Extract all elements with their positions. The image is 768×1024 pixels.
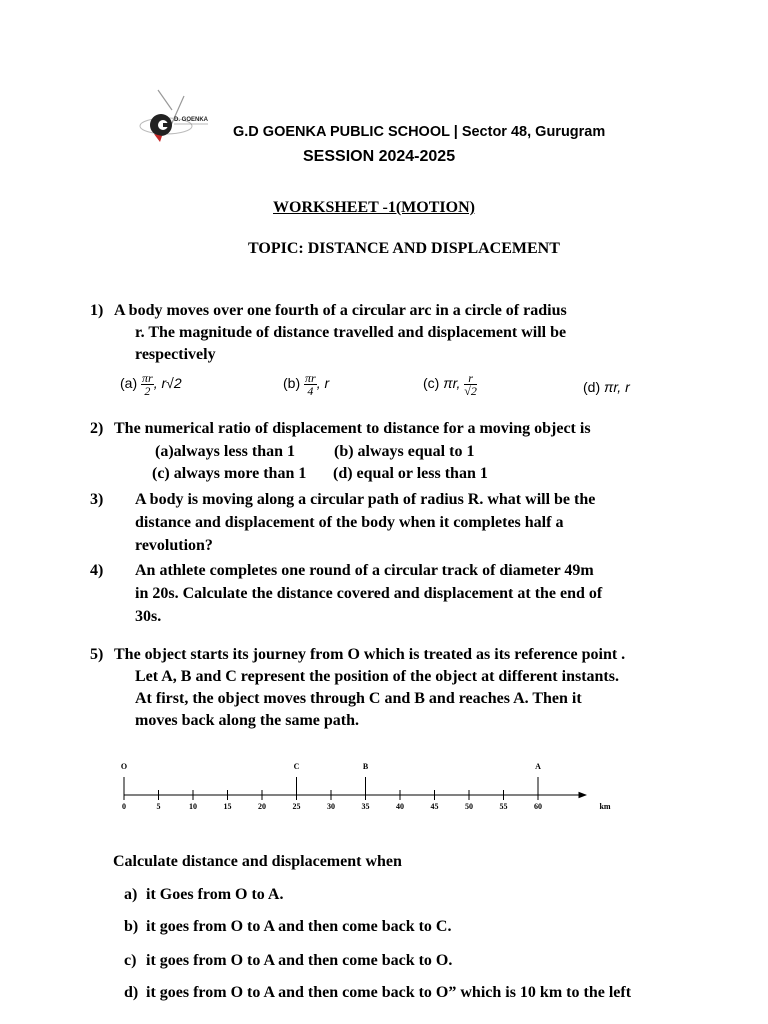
- question-text: An athlete completes one round of a circular track of diameter 49m: [135, 562, 594, 579]
- question-number: 3): [90, 491, 104, 508]
- part-label: c): [124, 952, 137, 969]
- school-logo: [128, 88, 210, 144]
- part-text: it Goes from O to A.: [146, 886, 284, 903]
- option-label: (a): [120, 375, 138, 392]
- question-text: revolution?: [135, 537, 213, 554]
- part-text: it goes from O to A and then come back to C.: [146, 918, 452, 935]
- number-line-tick-label: 55: [499, 802, 508, 811]
- question-number: 4): [90, 562, 104, 579]
- q2-option-c: (c) always more than 1: [152, 465, 307, 482]
- fraction-denominator: √2: [464, 384, 477, 398]
- q5-prompt: Calculate distance and displacement when: [113, 853, 402, 870]
- fraction-numerator: πr: [305, 371, 316, 385]
- number-line-tick-label: 5: [156, 802, 161, 811]
- question-text: The object starts its journey from O which is treated as its reference point .: [114, 646, 626, 663]
- option-rest: , r: [316, 375, 330, 392]
- number-line-tick-label: 10: [189, 802, 197, 811]
- topic: TOPIC: DISTANCE AND DISPLACEMENT: [248, 240, 560, 257]
- fraction-denominator: 4: [307, 384, 314, 398]
- number-line-point-label: C: [293, 762, 300, 771]
- question-text: distance and displacement of the body when it completes half a: [135, 514, 564, 531]
- part-text: it goes from O to A and then come back to O.: [146, 952, 453, 969]
- logo-text: D. GOENKA: [174, 117, 209, 123]
- q2-option-b: (b) always equal to 1: [334, 443, 475, 460]
- q1-option-d: [583, 379, 630, 395]
- q2-option-a: (a)always less than 1: [155, 443, 296, 460]
- question-number: 1): [90, 302, 104, 319]
- number-line-point-label: A: [535, 762, 541, 771]
- question-number: 2): [90, 420, 104, 437]
- option-label: (b): [283, 375, 301, 392]
- number-line: [110, 755, 630, 815]
- part-text: it goes from O to A and then come back to O” which is 10 km to the left: [146, 984, 632, 1001]
- q2-option-d: (d) equal or less than 1: [333, 465, 488, 482]
- question-text: moves back along the same path.: [135, 712, 360, 729]
- question-text: At first, the object moves through C and B and reaches A. Then it: [135, 690, 582, 707]
- question-number: 5): [90, 646, 104, 663]
- number-line-tick-label: 60: [534, 802, 542, 811]
- part-label: d): [124, 984, 139, 1001]
- number-line-tick-label: 40: [396, 802, 404, 811]
- question-text: 30s.: [135, 608, 162, 625]
- number-line-tick-label: 35: [361, 802, 370, 811]
- session: SESSION 2024-2025: [303, 148, 456, 165]
- option-label: (c): [423, 375, 440, 392]
- option-prefix: πr,: [443, 375, 461, 392]
- q1-option-c: [423, 372, 477, 397]
- question-text: Let A, B and C represent the position of the object at different instants.: [135, 668, 619, 685]
- part-label: b): [124, 918, 139, 935]
- q1-option-b: [283, 372, 329, 397]
- option-text: πr, r: [604, 379, 630, 395]
- fraction-numerator: r: [464, 372, 477, 385]
- number-line-unit: km: [599, 802, 611, 811]
- number-line-point-label: O: [120, 762, 128, 771]
- question-text: A body moves over one fourth of a circular arc in a circle of radius: [114, 302, 567, 319]
- question-text: r. The magnitude of distance travelled and displacement will be: [135, 324, 567, 341]
- number-line-tick-label: 30: [327, 802, 335, 811]
- fraction-numerator: πr: [142, 371, 153, 385]
- worksheet-title: WORKSHEET -1(MOTION): [273, 199, 475, 216]
- part-label: a): [124, 886, 138, 903]
- number-line-tick-label: 45: [430, 802, 439, 811]
- number-line-point-label: B: [362, 762, 369, 771]
- school-name: G.D GOENKA PUBLIC SCHOOL | Sector 48, Gurugram: [233, 124, 606, 140]
- number-line-tick-label: 25: [292, 802, 301, 811]
- question-text: respectively: [135, 346, 216, 363]
- number-line-tick-label: 20: [258, 802, 266, 811]
- number-line-tick-label: 50: [465, 802, 473, 811]
- question-text: The numerical ratio of displacement to distance for a moving object is: [114, 420, 591, 437]
- option-rest: , r√2: [153, 375, 182, 392]
- option-label: (d): [583, 379, 601, 395]
- question-text: A body is moving along a circular path of radius R. what will be the: [135, 491, 596, 508]
- question-text: in 20s. Calculate the distance covered and displacement at the end of: [135, 585, 603, 602]
- q1-option-a: [120, 372, 182, 397]
- number-line-tick-label: 0: [122, 802, 126, 811]
- fraction-denominator: 2: [144, 384, 151, 398]
- number-line-tick-label: 15: [223, 802, 232, 811]
